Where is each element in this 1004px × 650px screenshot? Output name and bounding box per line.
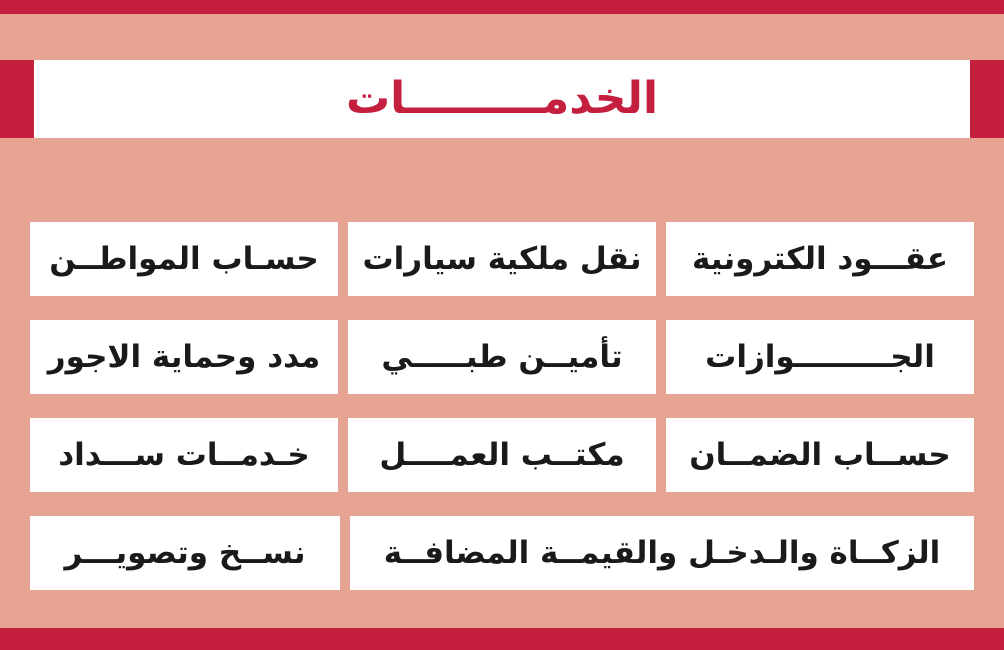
page-title: الخدمـــــــــات [345,73,659,124]
service-label: حسـاب المواطــن [49,240,319,277]
service-label: خـدمــات ســـداد [58,436,310,473]
top-accent-bar [0,0,1004,14]
service-card-citizen-account[interactable] [30,222,338,296]
services-row [30,222,974,296]
header-band [0,60,1004,138]
service-card-social-insurance-account[interactable] [666,418,974,492]
service-label: نســخ وتصويـــر [64,534,306,571]
service-card-car-ownership-transfer[interactable] [348,222,656,296]
service-label: حســاب الضمــان [689,436,951,473]
service-label: تأميــن طبـــــي [381,338,623,375]
service-card-labor-office[interactable] [348,418,656,492]
service-label: نقل ملكية سيارات [362,240,642,277]
service-card-medical-insurance[interactable] [348,320,656,394]
service-label: مكتــب العمــــل [379,436,625,473]
service-card-electronic-contracts[interactable] [666,222,974,296]
service-card-copy-and-scan[interactable] [30,516,340,590]
service-label: مدد وحماية الاجور [47,338,321,375]
service-card-wage-protection[interactable] [30,320,338,394]
service-label: عقـــود الكترونية [692,240,949,277]
service-label: الجـــــــــوازات [705,338,935,375]
services-row [30,516,974,590]
service-card-passports[interactable] [666,320,974,394]
header-accent-left [0,60,34,138]
services-row [30,418,974,492]
service-card-zakat-income-vat[interactable] [350,516,974,590]
service-card-sadad-services[interactable] [30,418,338,492]
services-grid [30,222,974,590]
bottom-accent-bar [0,628,1004,650]
header-plate [34,60,970,138]
service-label: الزكــاة والـدخـل والقيمــة المضافــة [383,534,941,571]
services-row [30,320,974,394]
header-accent-right [970,60,1004,138]
